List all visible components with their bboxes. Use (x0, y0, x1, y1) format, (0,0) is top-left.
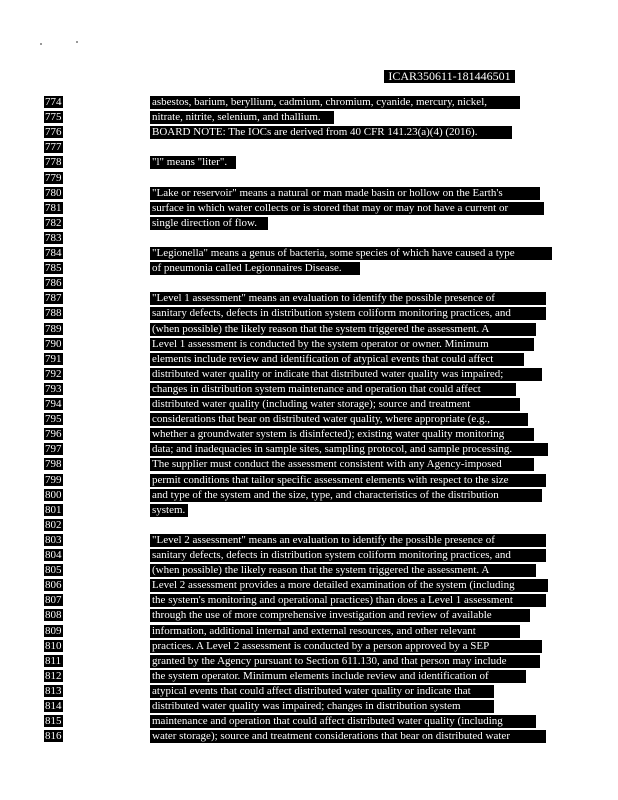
line-text: changes in distribution system maintenance and operation that could affect (150, 383, 516, 396)
line-text: Level 1 assessment is conducted by the system operator or owner. Minimum (150, 338, 534, 351)
document-line (0, 187, 618, 200)
line-text: permit conditions that tailor specific assessment elements with respect to the size (150, 474, 546, 487)
line-number: 798 (45, 458, 62, 471)
document-line (0, 232, 618, 245)
document-line (0, 594, 618, 607)
line-number: 792 (45, 367, 62, 380)
line-text: practices. A Level 2 assessment is conducted by a person approved by a SEP (150, 640, 542, 653)
document-line (0, 579, 618, 592)
document-line (0, 96, 618, 109)
document-line (0, 126, 618, 139)
line-number: 804 (45, 549, 62, 561)
document-line (0, 307, 618, 320)
line-number: 806 (45, 579, 62, 592)
line-number: 809 (45, 624, 62, 637)
line-text: The supplier must conduct the assessment consistent with any Agency-imposed (150, 458, 534, 471)
line-number: 790 (45, 337, 62, 350)
line-number: 813 (45, 684, 62, 697)
line-number: 779 (45, 171, 62, 184)
document-line (0, 368, 618, 381)
line-number: 787 (45, 292, 62, 305)
line-text: atypical events that could affect distributed water quality or indicate that (150, 685, 494, 698)
document-line (0, 247, 618, 260)
document-line (0, 685, 618, 698)
document-line (0, 141, 618, 154)
line-text: "Legionella" means a genus of bacteria, some species of which have caused a type (150, 247, 552, 260)
line-number: 814 (45, 700, 62, 712)
line-number: 802 (45, 518, 62, 531)
line-number: 782 (45, 216, 62, 229)
document-line (0, 323, 618, 336)
document-line (0, 202, 618, 215)
document-line (0, 353, 618, 366)
line-text: (when possible) the likely reason that the system triggered the assessment. A (150, 564, 536, 577)
line-number: 803 (45, 533, 62, 546)
line-number: 810 (45, 639, 62, 652)
line-text: "Lake or reservoir" means a natural or man made basin or hollow on the Earth's (150, 187, 540, 200)
line-number: 789 (45, 322, 62, 335)
line-number: 816 (45, 730, 62, 743)
line-text: elements include review and identification of atypical events that could affect (150, 353, 524, 366)
line-text: system. (150, 504, 188, 517)
line-number: 780 (45, 186, 62, 199)
scan-speck (76, 41, 78, 43)
line-text: nitrate, nitrite, selenium, and thallium. (150, 111, 334, 124)
line-text: water storage); source and treatment considerations that bear on distributed water (150, 730, 546, 743)
line-number: 776 (45, 126, 62, 139)
document-id: ICAR350611-181446501 (384, 70, 515, 83)
document-line (0, 443, 618, 456)
line-text: surface in which water collects or is stored that may or may not have a current or (150, 202, 544, 215)
line-number: 815 (45, 715, 62, 728)
document-line (0, 504, 618, 517)
line-text: data; and inadequacies in sample sites, sampling protocol, and sample processing. (150, 443, 548, 456)
line-text: (when possible) the likely reason that the system triggered the assessment. A (150, 323, 536, 336)
document-line (0, 217, 618, 230)
line-number: 805 (45, 564, 62, 577)
line-text: information, additional internal and external resources, and other relevant (150, 625, 520, 638)
line-text: maintenance and operation that could affect distributed water quality (including (150, 715, 536, 728)
document-line (0, 715, 618, 728)
line-number: 800 (45, 488, 62, 501)
scan-speck (40, 43, 42, 45)
line-number: 796 (45, 428, 62, 441)
document-line (0, 338, 618, 351)
document-line (0, 277, 618, 290)
line-number: 808 (45, 609, 62, 622)
line-text: sanitary defects, defects in distribution system coliform monitoring practices, and (150, 307, 546, 320)
line-number: 793 (45, 382, 62, 395)
line-number: 807 (45, 594, 62, 607)
document-line (0, 549, 618, 562)
document-line (0, 474, 618, 487)
line-text: whether a groundwater system is disinfected); existing water quality monitoring (150, 428, 534, 441)
line-text: through the use of more comprehensive investigation and review of available (150, 609, 530, 622)
line-number: 801 (45, 503, 62, 516)
document-line (0, 670, 618, 683)
line-number: 812 (45, 669, 62, 682)
line-number: 794 (45, 398, 62, 410)
document-line (0, 534, 618, 547)
line-text: distributed water quality (including water storage); source and treatment (150, 398, 520, 411)
document-line (0, 156, 618, 169)
document-line (0, 262, 618, 275)
line-number: 774 (45, 96, 62, 108)
line-text: single direction of flow. (150, 217, 268, 230)
document-line (0, 609, 618, 622)
line-number: 785 (45, 262, 62, 275)
document-line (0, 640, 618, 653)
line-number: 788 (45, 307, 62, 320)
document-line (0, 655, 618, 668)
line-text: "Level 2 assessment" means an evaluation to identify the possible presence of (150, 534, 546, 547)
document-line (0, 730, 618, 743)
line-number: 775 (45, 111, 62, 124)
document-line (0, 428, 618, 441)
document-line (0, 292, 618, 305)
document-line (0, 458, 618, 471)
line-number: 784 (45, 247, 62, 259)
line-number: 786 (45, 277, 62, 290)
line-text: of pneumonia called Legionnaires Disease. (150, 262, 360, 275)
document-line (0, 700, 618, 713)
line-number: 778 (45, 156, 62, 169)
document-line (0, 625, 618, 638)
line-text: asbestos, barium, beryllium, cadmium, chromium, cyanide, mercury, nickel, (150, 96, 520, 109)
line-number: 799 (45, 473, 62, 486)
document-line (0, 172, 618, 185)
document-line (0, 489, 618, 502)
line-text: "l" means "liter". (150, 156, 236, 169)
line-text: BOARD NOTE: The IOCs are derived from 40 CFR 141.23(a)(4) (2016). (150, 126, 512, 139)
line-text: distributed water quality or indicate that distributed water quality was impaired; (150, 368, 542, 381)
line-text: "Level 1 assessment" means an evaluation to identify the possible presence of (150, 292, 546, 305)
scan-specks (38, 40, 88, 48)
line-number: 783 (45, 231, 62, 244)
document-line (0, 383, 618, 396)
document-line (0, 413, 618, 426)
line-number: 795 (45, 413, 62, 426)
line-number: 811 (45, 654, 62, 667)
line-text: the system operator. Minimum elements include review and identification of (150, 670, 526, 683)
line-text: distributed water quality was impaired; changes in distribution system (150, 700, 494, 713)
line-text: the system's monitoring and operational practices) than does a Level 1 assessment (150, 594, 546, 607)
line-text: considerations that bear on distributed water quality, where appropriate (e.g., (150, 413, 528, 426)
line-text: sanitary defects, defects in distribution system coliform monitoring practices, and (150, 549, 546, 562)
line-number: 791 (45, 352, 62, 365)
document-line (0, 519, 618, 532)
line-text: granted by the Agency pursuant to Section 611.130, and that person may include (150, 655, 540, 668)
document-line (0, 398, 618, 411)
line-text: and type of the system and the size, type, and characteristics of the distribution (150, 489, 542, 502)
line-number: 777 (45, 141, 62, 154)
line-number: 781 (45, 201, 62, 214)
line-text: Level 2 assessment provides a more detailed examination of the system (including (150, 579, 548, 592)
line-number: 797 (45, 443, 62, 456)
document-line (0, 111, 618, 124)
document-line (0, 564, 618, 577)
